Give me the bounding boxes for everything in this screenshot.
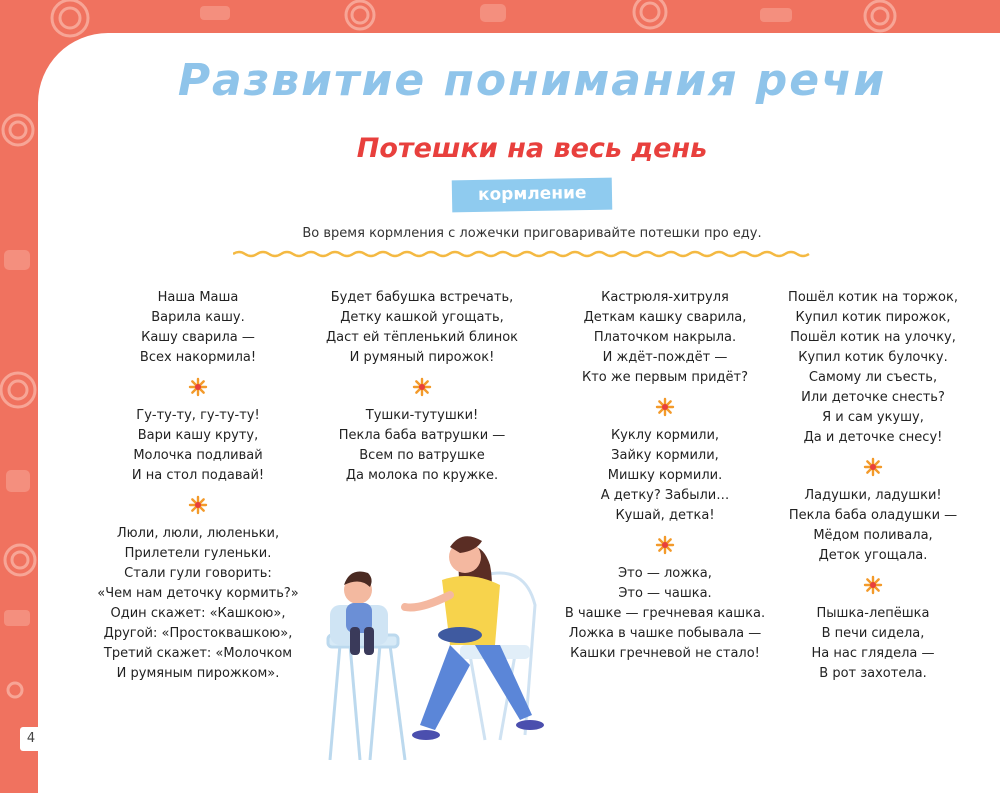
poem-column-4 [768, 288, 978, 684]
flower-separator-icon [412, 377, 432, 397]
poem-line: Деток угощала. [818, 548, 928, 563]
poem [317, 406, 527, 486]
poem-line: Пошёл котик на торжок, [788, 290, 958, 305]
poem-line: Всех накормила! [139, 350, 257, 365]
flower-separator-icon [188, 377, 208, 397]
poem [560, 426, 770, 526]
poem-line: Будет бабушка встречать, [330, 290, 514, 305]
poem-line: Варила кашу. [151, 310, 245, 325]
poem-column-2 [317, 288, 527, 486]
poem-line: Самому ли съесть, [808, 370, 938, 385]
poem-line: Один скажет: «Кашкою», [110, 606, 286, 621]
poem-line: Кастрюля-хитруля [601, 290, 729, 305]
poem-line: Тушки-тутушки! [365, 408, 479, 423]
flower-separator-icon [863, 575, 883, 595]
poem [768, 604, 978, 684]
poem-line: И на стол подавай! [131, 468, 265, 483]
poem-line: Ладушки, ладушки! [804, 488, 942, 503]
poem-line: Стали гули говорить: [124, 566, 272, 581]
poem-line: Кушай, детка! [615, 508, 715, 523]
poem-line: Платочком накрыла. [593, 330, 737, 345]
wavy-divider [233, 245, 813, 263]
poem-line: А детку? Забыли… [600, 488, 730, 503]
poem-separator [560, 526, 770, 564]
poem-line: Третий скажет: «Молочком [103, 646, 293, 661]
poem-line: Ложка в чашке побывала — [568, 626, 762, 641]
poem-line: Пекла баба ватрушки — [338, 428, 506, 443]
poem-line: Пошёл котик на улочку, [790, 330, 956, 345]
intro-text: Во время кормления с ложечки приговаривайте потешки про еду. [302, 226, 762, 241]
poem-line: В печи сидела, [821, 626, 925, 641]
poem-line: Кашки гречневой не стало! [570, 646, 760, 661]
poem-line: И румяным пирожком». [116, 666, 280, 681]
poem-line: Я и сам укушу, [822, 410, 924, 425]
flower-separator-icon [863, 457, 883, 477]
poem [93, 524, 303, 684]
poem-line: Другой: «Простоквашкою», [103, 626, 293, 641]
poem-line: Куклу кормили, [610, 428, 720, 443]
poem-line: Детку кашкой угощать, [340, 310, 504, 325]
poem-line: И румяный пирожок! [349, 350, 495, 365]
flower-separator-icon [655, 535, 675, 555]
poem-line: Купил котик булочку. [798, 350, 948, 365]
flower-separator-icon [655, 397, 675, 417]
poem-line: Даст ей тёпленький блинок [325, 330, 519, 345]
poem-separator [768, 566, 978, 604]
poem-line: Мёдом поливала, [813, 528, 933, 543]
poem-line: Люли, люли, люленьки, [116, 526, 280, 541]
poem-line: Да молока по кружке. [345, 468, 499, 483]
mother-feeding-child-illustration [310, 495, 550, 760]
poem-line: Гу-ту-ту, гу-ту-ту! [136, 408, 260, 423]
poem-line: Это — чашка. [618, 586, 712, 601]
poem-separator [560, 388, 770, 426]
content-sheet [38, 33, 1000, 793]
poem [93, 406, 303, 486]
poem-separator [768, 448, 978, 486]
poem-line: Молочка подливай [133, 448, 263, 463]
poem-line: На нас глядела — [811, 646, 935, 661]
poem-line: Зайку кормили, [611, 448, 719, 463]
flower-separator-icon [188, 495, 208, 515]
poem-line: Всем по ватрушке [359, 448, 485, 463]
poem-column-3 [560, 288, 770, 664]
page-number: 4 [20, 727, 42, 751]
poem-line: Кашу сварила — [141, 330, 255, 345]
poem [317, 288, 527, 368]
poem-line: Деткам кашку сварила, [583, 310, 747, 325]
poem [93, 288, 303, 368]
poem-line: Да и деточке снесу! [803, 430, 943, 445]
poem-line: «Чем нам деточку кормить?» [97, 586, 299, 601]
poem-line: Мишку кормили. [607, 468, 723, 483]
poem-column-1 [93, 288, 303, 684]
poem-separator [93, 368, 303, 406]
poem-separator [93, 486, 303, 524]
topic-tag: кормление [451, 178, 612, 213]
poem [768, 486, 978, 566]
poem-line: Кто же первым придёт? [581, 370, 748, 385]
poem [768, 288, 978, 448]
poem-line: Или деточке снесть? [801, 390, 945, 405]
poem-line: Пышка-лепёшка [816, 606, 930, 621]
poem-separator [317, 368, 527, 406]
poem-line: Купил котик пирожок, [795, 310, 951, 325]
page-title: Развитие понимания речи [177, 55, 887, 106]
poem-line: Вари кашу круту, [137, 428, 259, 443]
poem-line: Прилетели гуленьки. [124, 546, 272, 561]
poem-line: Пекла баба оладушки — [788, 508, 958, 523]
section-subtitle: Потешки на весь день [356, 133, 708, 164]
poem-line: Наша Маша [157, 290, 239, 305]
poem-line: И ждёт-пождёт — [602, 350, 728, 365]
poem-line: Это — ложка, [618, 566, 712, 581]
poem [560, 288, 770, 388]
poem-line: В рот захотела. [819, 666, 927, 681]
poem-line: В чашке — гречневая кашка. [564, 606, 766, 621]
poem [560, 564, 770, 664]
